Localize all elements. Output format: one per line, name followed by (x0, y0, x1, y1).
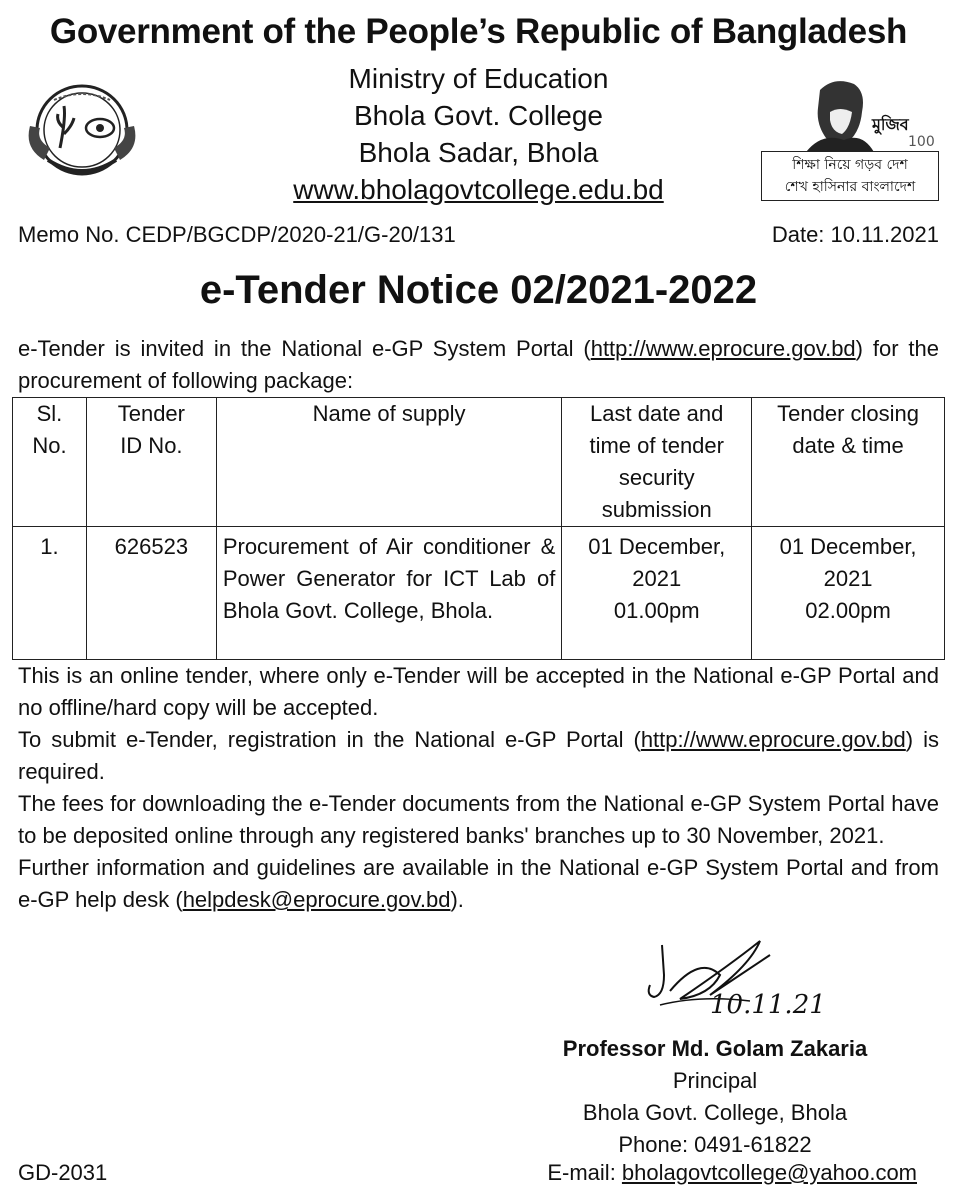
gd-code: GD-2031 (18, 1160, 108, 1185)
eprocure-link[interactable]: http://www.eprocure.gov.bd (590, 336, 856, 361)
mujib-100-logo-icon (800, 72, 935, 152)
table-row (13, 527, 945, 660)
svg-text:মুজিব: মুজিব (872, 115, 909, 134)
header-closing-date: Tender closing date & time (752, 398, 945, 527)
government-heading: Government of the People’s Republic of Bangladesh (49, 12, 908, 51)
cell-closing-date: 01 December, 2021 02.00pm (752, 527, 945, 660)
svg-text:100: 100 (908, 134, 935, 150)
slogan-box (761, 151, 939, 201)
signatory-phone: Phone: 0491-61822 (618, 1132, 812, 1157)
signatory-office: Bhola Govt. College, Bhola (582, 1100, 848, 1125)
signatory-designation: Principal (672, 1068, 758, 1093)
slogan-line-2: শেখ হাসিনার বাংলাদেশ (784, 179, 916, 195)
header-tender-id: Tender ID No. (86, 398, 216, 527)
college-address: Bhola Sadar, Bhola (358, 137, 599, 168)
college-name: Bhola Govt. College (353, 100, 604, 131)
notice-date: Date: 10.11.2021 (771, 222, 939, 247)
header-name-of-supply: Name of supply (216, 398, 562, 527)
paragraph-online-tender: This is an online tender, where only e-Tender will be accepted in the National e-GP Portal and no offline/hard copy will be accepted. (18, 663, 939, 720)
header-sl: Sl. No. (13, 398, 87, 527)
paragraph-further-info: Further information and guidelines are available in the National e-GP System Portal and from e-GP help desk (helpdesk@eprocure.gov.bd). (18, 855, 939, 912)
ministry-name: Ministry of Education (348, 63, 609, 94)
intro-paragraph: e-Tender is invited in the National e-GP System Portal (http://www.eprocure.gov.bd) for the procurement of following package: (18, 336, 940, 393)
memo-number: Memo No. CEDP/BGCDP/2020-21/G-20/131 (18, 222, 456, 247)
signature-icon (640, 935, 840, 1045)
cell-last-date: 01 December, 2021 01.00pm (562, 527, 752, 660)
college-emblem-icon (20, 78, 144, 188)
paragraph-fees: The fees for downloading the e-Tender documents from the National e-GP System Portal have to be deposited online through any registered banks' branches up to 30 November, 2021. (18, 791, 939, 848)
notice-body (18, 660, 939, 916)
cell-tender-id: 626523 (86, 527, 216, 660)
notice-title: e-Tender Notice 02/2021-2022 (199, 268, 758, 312)
cell-sl: 1. (13, 527, 87, 660)
table-header-row (13, 398, 945, 527)
slogan-line-1: শিক্ষা নিয়ে গড়ব দেশ (792, 157, 908, 173)
header-last-date: Last date and time of tender security submission (562, 398, 752, 527)
tender-table (12, 397, 945, 660)
college-website-link[interactable]: www.bholagovtcollege.edu.bd (293, 174, 664, 205)
handwritten-date: 10.11.21 (710, 990, 826, 1020)
cell-name-of-supply: Procurement of Air conditioner & Power Generator for ICT Lab of Bhola Govt. College, Bhola. (216, 527, 562, 660)
signatory-email-line: E-mail: bholagovtcollege@yahoo.com (547, 1160, 917, 1185)
signatory-email-link[interactable]: bholagovtcollege@yahoo.com (621, 1160, 917, 1185)
helpdesk-email-link[interactable]: helpdesk@eprocure.gov.bd (182, 887, 451, 912)
signatory-name: Professor Md. Golam Zakaria (562, 1036, 868, 1061)
signature-block (540, 1033, 890, 1161)
eprocure-link-2[interactable]: http://www.eprocure.gov.bd (640, 727, 906, 752)
paragraph-registration: To submit e-Tender, registration in the National e-GP Portal (http://www.eprocure.gov.bd) is required. (18, 727, 939, 784)
